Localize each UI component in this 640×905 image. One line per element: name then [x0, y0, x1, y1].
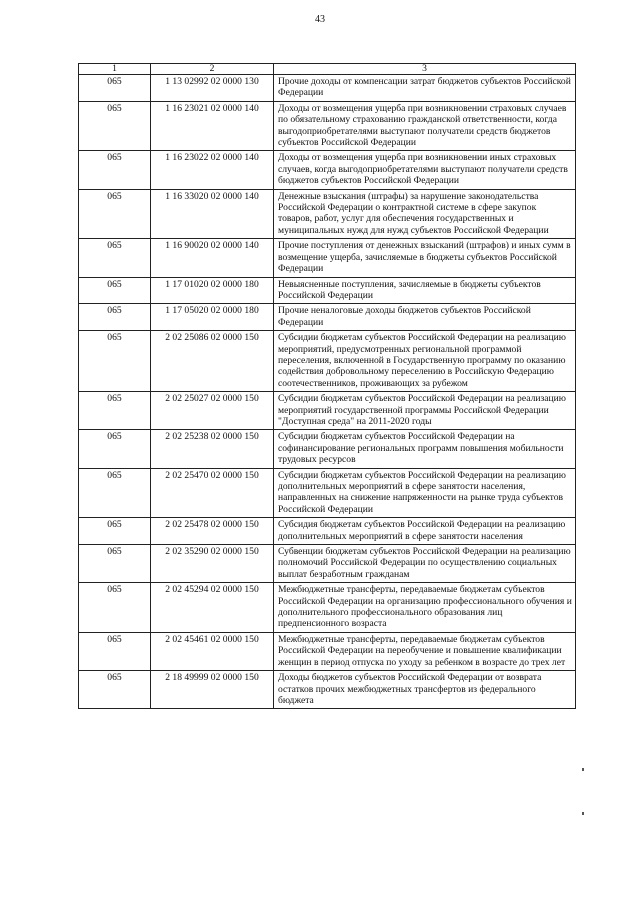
admin-code-cell: 065 [79, 189, 151, 239]
revenue-name-cell: Субсидии бюджетам субъектов Российской Федерации на реализацию дополнительных мероприятий в сфере занятости населения, направленных на снижение напряженности на рынке труда субъектов Российской Федерации [274, 468, 576, 518]
admin-code-cell: 065 [79, 101, 151, 151]
table-row [79, 189, 576, 239]
budget-code-cell: 2 02 45294 02 0000 150 [151, 583, 274, 633]
budget-code-cell: 2 02 25027 02 0000 150 [151, 392, 274, 430]
budget-code-cell: 2 02 25470 02 0000 150 [151, 468, 274, 518]
budget-code-cell: 1 16 23022 02 0000 140 [151, 151, 274, 189]
table-row [79, 331, 576, 392]
table-row [79, 468, 576, 518]
revenue-name-cell: Межбюджетные трансферты, передаваемые бюджетам субъектов Российской Федерации на переобучение и повышение квалификации женщин в период отпуска по уходу за ребенком в возрасте до трех лет [274, 632, 576, 670]
admin-code-cell: 065 [79, 277, 151, 304]
revenue-name-cell: Субсидия бюджетам субъектов Российской Федерации на реализацию дополнительных мероприятий в сфере занятости населения [274, 518, 576, 545]
table-row [79, 304, 576, 331]
table-row [79, 101, 576, 151]
column-header-3: 3 [274, 64, 576, 75]
admin-code-cell: 065 [79, 518, 151, 545]
budget-code-cell: 1 13 02992 02 0000 130 [151, 75, 274, 102]
table-row [79, 75, 576, 102]
admin-code-cell: 065 [79, 151, 151, 189]
admin-code-cell: 065 [79, 331, 151, 392]
budget-code-cell: 2 02 45461 02 0000 150 [151, 632, 274, 670]
table-row [79, 430, 576, 468]
budget-code-cell: 2 02 35290 02 0000 150 [151, 545, 274, 583]
budget-code-cell: 2 18 49999 02 0000 150 [151, 671, 274, 709]
revenue-name-cell: Денежные взыскания (штрафы) за нарушение законодательства Российской Федерации о контрактной системе в сфере закупок товаров, работ, услуг для обеспечения государственных и муниципальных нужд для нужд субъектов Российской Федерации [274, 189, 576, 239]
table-row [79, 583, 576, 633]
revenue-name-cell: Субсидии бюджетам субъектов Российской Федерации на софинансирование региональных программ повышения мобильности трудовых ресурсов [274, 430, 576, 468]
table-row [79, 392, 576, 430]
budget-code-cell: 1 17 05020 02 0000 180 [151, 304, 274, 331]
revenue-name-cell: Доходы бюджетов субъектов Российской Федерации от возврата остатков прочих межбюджетных трансфертов из федерального бюджета [274, 671, 576, 709]
table-row [79, 518, 576, 545]
admin-code-cell: 065 [79, 75, 151, 102]
column-header-1: 1 [79, 64, 151, 75]
table-row [79, 151, 576, 189]
admin-code-cell: 065 [79, 671, 151, 709]
table-row [79, 671, 576, 709]
revenue-name-cell: Прочие поступления от денежных взысканий (штрафов) и иных сумм в возмещение ущерба, зачисляемые в бюджеты субъектов Российской Федерации [274, 239, 576, 277]
budget-code-cell: 1 16 33020 02 0000 140 [151, 189, 274, 239]
admin-code-cell: 065 [79, 583, 151, 633]
table-row [79, 239, 576, 277]
revenue-name-cell: Невыясненные поступления, зачисляемые в бюджеты субъектов Российской Федерации [274, 277, 576, 304]
table-header-row [79, 64, 576, 75]
budget-code-cell: 1 17 01020 02 0000 180 [151, 277, 274, 304]
revenue-codes-table [78, 63, 576, 709]
revenue-name-cell: Субсидии бюджетам субъектов Российской Федерации на реализацию мероприятий государственной программы Российской Федерации "Доступная среда" на 2011-2020 годы [274, 392, 576, 430]
admin-code-cell: 065 [79, 632, 151, 670]
revenue-name-cell: Прочие доходы от компенсации затрат бюджетов субъектов Российской Федерации [274, 75, 576, 102]
revenue-name-cell: Доходы от возмещения ущерба при возникновении страховых случаев по обязательному страхованию гражданской ответственности, когда выгодоприобретателями выступают получатели средств бюджетов субъектов Российской Федерации [274, 101, 576, 151]
revenue-name-cell: Прочие неналоговые доходы бюджетов субъектов Российской Федерации [274, 304, 576, 331]
admin-code-cell: 065 [79, 239, 151, 277]
admin-code-cell: 065 [79, 392, 151, 430]
admin-code-cell: 065 [79, 304, 151, 331]
budget-code-cell: 2 02 25478 02 0000 150 [151, 518, 274, 545]
scan-artifact-mark [582, 768, 584, 771]
admin-code-cell: 065 [79, 468, 151, 518]
scan-artifact-mark [582, 812, 584, 815]
budget-code-cell: 2 02 25238 02 0000 150 [151, 430, 274, 468]
revenue-name-cell: Доходы от возмещения ущерба при возникновении иных страховых случаев, когда выгодоприобретателями выступают получатели средств бюджетов субъектов Российской Федерации [274, 151, 576, 189]
budget-code-cell: 2 02 25086 02 0000 150 [151, 331, 274, 392]
revenue-name-cell: Субсидии бюджетам субъектов Российской Федерации на реализацию мероприятий, предусмотренных региональной программой переселения, включенной в Государственную программу по оказанию содействия добровольному переселению в Российскую Федерацию соотечественников, проживающих за рубежом [274, 331, 576, 392]
page-number: 43 [315, 14, 325, 25]
table-row [79, 545, 576, 583]
budget-code-cell: 1 16 90020 02 0000 140 [151, 239, 274, 277]
admin-code-cell: 065 [79, 545, 151, 583]
column-header-2: 2 [151, 64, 274, 75]
table-row [79, 632, 576, 670]
revenue-name-cell: Субвенции бюджетам субъектов Российской Федерации на реализацию полномочий Российской Федерации по осуществлению социальных выплат безработным гражданам [274, 545, 576, 583]
budget-code-cell: 1 16 23021 02 0000 140 [151, 101, 274, 151]
admin-code-cell: 065 [79, 430, 151, 468]
table-row [79, 277, 576, 304]
revenue-name-cell: Межбюджетные трансферты, передаваемые бюджетам субъектов Российской Федерации на организацию профессионального обучения и дополнительного профессионального образования лиц предпенсионного возраста [274, 583, 576, 633]
